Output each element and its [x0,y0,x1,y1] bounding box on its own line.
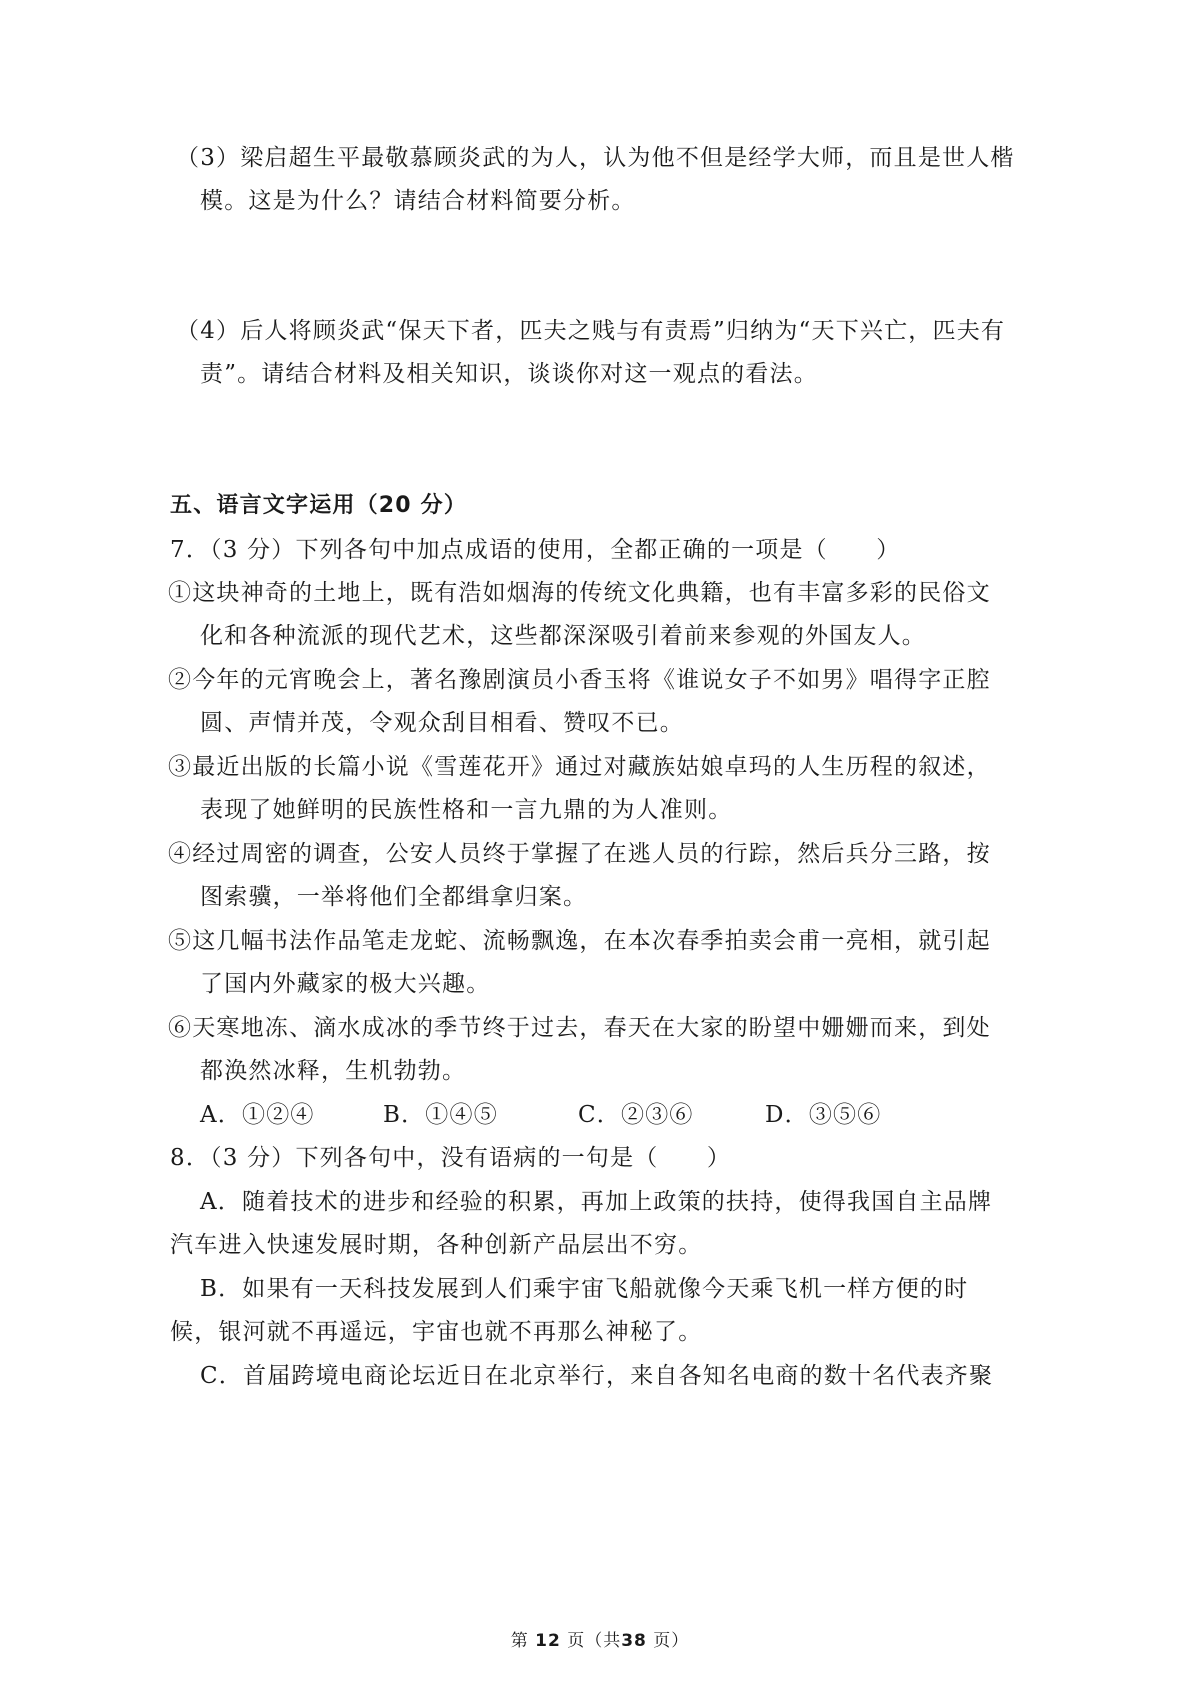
q7-item-2-line-1: ②今年的元宵晚会上，著名豫剧演员小香玉将《谁说女子不如男》唱得字正腔 [168,667,991,693]
q7-item-4-line-2: 图索骥，一举将他们全都缉拿归案。 [200,884,588,910]
page-footer [0,1628,1200,1654]
q7-item-3-line-1: ③最近出版的长篇小说《雪莲花开》通过对藏族姑娘卓玛的人生历程的叙述， [168,754,991,780]
q7-item-1-line-1: ①这块神奇的土地上，既有浩如烟海的传统文化典籍，也有丰富多彩的民俗文 [168,580,991,606]
q8-option-b-line-1: B．如果有一天科技发展到人们乘宇宙飞船就像今天乘飞机一样方便的时 [200,1276,969,1302]
q8-option-a-line-1: A．随着技术的进步和经验的积累，再加上政策的扶持，使得我国自主品牌 [200,1189,993,1215]
footer-suffix: 页） [653,1631,690,1651]
q4-line-1: （4）后人将顾炎武“保天下者，匹夫之贱与有责焉”归纳为“天下兴亡，匹夫有 [176,318,1006,344]
q8-option-a-line-2: 汽车进入快速发展时期，各种创新产品层出不穷。 [170,1232,703,1258]
q7-item-5-line-1: ⑤这几幅书法作品笔走龙蛇、流畅飘逸，在本次春季拍卖会甫一亮相，就引起 [168,928,991,954]
footer-page-number: 12 [535,1631,561,1651]
section-heading: 五、语言文字运用（20 分） [170,493,468,518]
q3-line-2: 模。这是为什么？请结合材料简要分析。 [200,188,636,214]
q8-option-c-line-1: C．首届跨境电商论坛近日在北京举行，来自各知名电商的数十名代表齐聚 [200,1363,994,1389]
q7-option-a: A．①②④ [200,1102,315,1128]
q3-line-1: （3）梁启超生平最敬慕顾炎武的为人，认为他不但是经学大师，而且是世人楷 [176,145,1015,171]
q7-option-d: D．③⑤⑥ [765,1102,882,1128]
footer-prefix: 第 [510,1631,529,1651]
q7-item-1-line-2: 化和各种流派的现代艺术，这些都深深吸引着前来参观的外国友人。 [200,623,926,649]
q7-item-6-line-1: ⑥天寒地冻、滴水成冰的季节终于过去，春天在大家的盼望中姗姗而来，到处 [168,1015,991,1041]
q7-option-b: B．①④⑤ [383,1102,498,1128]
footer-total-pages: 38 [621,1631,647,1651]
q7-item-2-line-2: 圆、声情并茂，令观众刮目相看、赞叹不已。 [200,710,684,736]
q7-stem: 7．（3 分）下列各句中加点成语的使用，全都正确的一项是（ ） [170,537,901,563]
q7-item-5-line-2: 了国内外藏家的极大兴趣。 [200,971,491,997]
q8-option-b-line-2: 候，银河就不再遥远，宇宙也就不再那么神秘了。 [170,1319,703,1345]
q4-line-2: 责”。请结合材料及相关知识，谈谈你对这一观点的看法。 [200,361,818,387]
q7-item-4-line-1: ④经过周密的调查，公安人员终于掌握了在逃人员的行踪，然后兵分三路，按 [168,841,991,867]
q7-item-6-line-2: 都涣然冰释，生机勃勃。 [200,1058,467,1084]
q8-stem: 8．（3 分）下列各句中，没有语病的一句是（ ） [170,1145,732,1171]
q7-item-3-line-2: 表现了她鲜明的民族性格和一言九鼎的为人准则。 [200,797,733,823]
footer-middle: 页（共 [567,1631,622,1651]
q7-option-c: C．②③⑥ [578,1102,694,1128]
